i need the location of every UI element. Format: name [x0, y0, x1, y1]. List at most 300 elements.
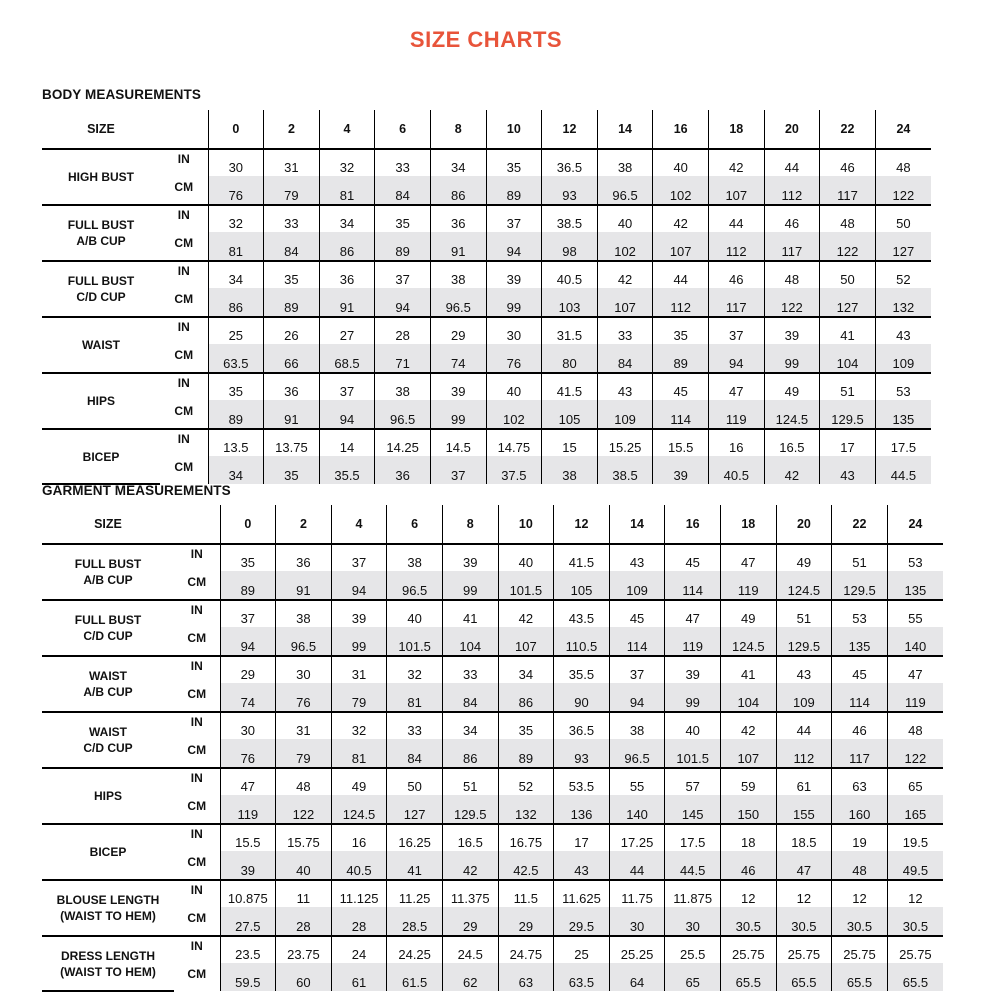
measurement-row-in: [42, 205, 931, 232]
measurement-label: [42, 205, 160, 261]
table-cell: 18.5: [776, 824, 832, 851]
table-cell: 43: [554, 851, 610, 880]
table-cell: 28: [331, 907, 387, 936]
table-cell: 43: [776, 656, 832, 683]
table-cell: 17: [820, 429, 876, 456]
measurement-label-line: WAIST: [89, 669, 127, 683]
table-cell: 35: [498, 712, 554, 739]
table-cell: 30: [276, 656, 332, 683]
measurement-label-line: C/D CUP: [76, 290, 126, 304]
table-cell: 79: [264, 176, 320, 205]
table-cell: 76: [486, 344, 542, 373]
table-cell: 65: [665, 963, 721, 991]
measurement-label: [42, 600, 174, 656]
table-cell: 117: [820, 176, 876, 205]
measurement-row-cm: [42, 963, 943, 991]
table-cell: 47: [665, 600, 721, 627]
measurement-row-in: [42, 149, 931, 176]
table-cell: 49: [776, 544, 832, 571]
unit-label-in: IN: [177, 432, 190, 446]
table-cell: 38: [375, 373, 431, 400]
table-cell: 43: [597, 373, 653, 400]
table-cell: 11.125: [331, 880, 387, 907]
table-cell: 110.5: [554, 627, 610, 656]
table-cell: 76: [276, 683, 332, 712]
table-cell: 74: [430, 344, 486, 373]
measurement-row-in: [42, 656, 943, 683]
table-cell: 63: [498, 963, 554, 991]
table-cell: 40: [276, 851, 332, 880]
size-column-header: 14: [597, 110, 653, 149]
table-cell: 117: [764, 232, 820, 261]
table-cell: 74: [220, 683, 276, 712]
measurement-label-line: FULL BUST: [74, 557, 142, 571]
table-cell: 42: [498, 600, 554, 627]
table-cell: 16: [708, 429, 764, 456]
table-cell: 47: [708, 373, 764, 400]
unit-label-in: IN: [190, 883, 203, 897]
table-cell: 91: [430, 232, 486, 261]
table-cell: 13.75: [264, 429, 320, 456]
table-cell: 99: [764, 344, 820, 373]
table-cell: 89: [486, 176, 542, 205]
table-cell: 12: [776, 880, 832, 907]
table-cell: 61: [776, 768, 832, 795]
size-column-header: 20: [776, 505, 832, 544]
table-cell: 39: [430, 373, 486, 400]
table-cell: 127: [875, 232, 931, 261]
table-cell: 46: [820, 149, 876, 176]
measurement-label: [42, 373, 160, 429]
table-cell: 25.75: [887, 936, 943, 963]
table-cell: 160: [832, 795, 888, 824]
table-cell: 48: [276, 768, 332, 795]
table-cell: 140: [887, 627, 943, 656]
table-cell: 42.5: [498, 851, 554, 880]
table-cell: 119: [220, 795, 276, 824]
table-cell: 15: [542, 429, 598, 456]
table-cell: 32: [331, 712, 387, 739]
table-cell: 30: [609, 907, 665, 936]
size-column-header: 18: [708, 110, 764, 149]
measurement-row-in: [42, 544, 943, 571]
size-column-header: 18: [720, 505, 776, 544]
measurement-row-in: [42, 429, 931, 456]
table-cell: 65.5: [832, 963, 888, 991]
table-cell: 135: [832, 627, 888, 656]
table-cell: 71: [375, 344, 431, 373]
table-cell: 24: [331, 936, 387, 963]
table-cell: 27.5: [220, 907, 276, 936]
unit-label-cm: CM: [187, 967, 207, 981]
table-cell: 39: [486, 261, 542, 288]
table-cell: 89: [653, 344, 709, 373]
unit-label-cm: CM: [160, 400, 208, 429]
size-column-header: 6: [387, 505, 443, 544]
size-column-header: 2: [264, 110, 320, 149]
table-cell: 37: [375, 261, 431, 288]
table-cell: 91: [276, 571, 332, 600]
table-cell: 33: [597, 317, 653, 344]
table-cell: 99: [486, 288, 542, 317]
table-cell: 40: [597, 205, 653, 232]
size-column-header: 16: [665, 505, 721, 544]
size-column-header: 0: [208, 110, 264, 149]
table-cell: 30: [486, 317, 542, 344]
table-cell: 129.5: [776, 627, 832, 656]
measurement-label: [42, 149, 160, 205]
unit-header-blank: [160, 110, 208, 149]
table-cell: 132: [498, 795, 554, 824]
table-cell: 122: [887, 739, 943, 768]
table-cell: 30.5: [776, 907, 832, 936]
size-header-row: [42, 505, 943, 544]
table-cell: 86: [430, 176, 486, 205]
table-cell: 99: [442, 571, 498, 600]
table-cell: 17: [554, 824, 610, 851]
table-cell: 60: [276, 963, 332, 991]
table-cell: 63.5: [554, 963, 610, 991]
table-cell: 43.5: [554, 600, 610, 627]
table-cell: 35.5: [319, 456, 375, 484]
table-cell: 51: [832, 544, 888, 571]
table-cell: 122: [276, 795, 332, 824]
table-cell: 136: [554, 795, 610, 824]
table-cell: 11.25: [387, 880, 443, 907]
table-cell: 44: [776, 712, 832, 739]
table-cell: 42: [597, 261, 653, 288]
table-cell: 17.5: [875, 429, 931, 456]
measurement-row-in: [42, 712, 943, 739]
table-cell: 89: [264, 288, 320, 317]
size-column-header: 10: [498, 505, 554, 544]
table-cell: 43: [609, 544, 665, 571]
table-cell: 47: [220, 768, 276, 795]
size-column-header: 6: [375, 110, 431, 149]
table-cell: 122: [820, 232, 876, 261]
table-cell: 42: [442, 851, 498, 880]
table-cell: 32: [319, 149, 375, 176]
table-cell: 28.5: [387, 907, 443, 936]
unit-label-in: IN: [190, 771, 203, 785]
table-cell: 36.5: [542, 149, 598, 176]
table-cell: 124.5: [764, 400, 820, 429]
table-cell: 51: [442, 768, 498, 795]
table-cell: 15.5: [653, 429, 709, 456]
table-cell: 35: [375, 205, 431, 232]
table-cell: 38: [387, 544, 443, 571]
table-cell: 93: [554, 739, 610, 768]
table-cell: 47: [776, 851, 832, 880]
measurement-label-line: BICEP: [89, 845, 127, 859]
table-cell: 31.5: [542, 317, 598, 344]
table-cell: 31: [264, 149, 320, 176]
size-column-header: 8: [442, 505, 498, 544]
table-cell: 89: [498, 739, 554, 768]
table-cell: 42: [653, 205, 709, 232]
measurement-label-line: HIPS: [86, 394, 115, 408]
measurement-label: [42, 317, 160, 373]
table-cell: 11.625: [554, 880, 610, 907]
table-cell: 14: [319, 429, 375, 456]
table-cell: 17.5: [665, 824, 721, 851]
table-cell: 40.5: [708, 456, 764, 484]
unit-label-cm: CM: [174, 739, 220, 768]
size-column-header: 24: [875, 110, 931, 149]
table-cell: 65.5: [720, 963, 776, 991]
table-cell: 25.25: [609, 936, 665, 963]
size-column-header: 0: [220, 505, 276, 544]
table-cell: 39: [653, 456, 709, 484]
table-cell: 124.5: [720, 627, 776, 656]
body-measurements-title: BODY MEASUREMENTS: [42, 87, 201, 102]
unit-label-cm: CM: [174, 851, 220, 880]
table-cell: 89: [220, 571, 276, 600]
table-cell: 42: [708, 149, 764, 176]
table-cell: 49: [331, 768, 387, 795]
measurement-label-line: WAIST: [82, 338, 120, 352]
table-cell: 107: [597, 288, 653, 317]
table-cell: 33: [375, 149, 431, 176]
measurement-label-line: A/B CUP: [76, 234, 126, 248]
table-cell: 96.5: [609, 739, 665, 768]
table-cell: 91: [319, 288, 375, 317]
table-cell: 29: [430, 317, 486, 344]
table-cell: 15.5: [220, 824, 276, 851]
table-cell: 79: [331, 683, 387, 712]
table-cell: 27: [319, 317, 375, 344]
garment-measurements-title: GARMENT MEASUREMENTS: [42, 483, 231, 498]
table-cell: 94: [331, 571, 387, 600]
table-cell: 55: [609, 768, 665, 795]
table-cell: 14.75: [486, 429, 542, 456]
table-cell: 81: [331, 739, 387, 768]
table-cell: 45: [832, 656, 888, 683]
table-cell: 124.5: [776, 571, 832, 600]
table-cell: 13.5: [208, 429, 264, 456]
table-cell: 25.5: [665, 936, 721, 963]
table-cell: 25.75: [832, 936, 888, 963]
table-cell: 107: [653, 232, 709, 261]
measurement-label-line: BLOUSE LENGTH: [56, 893, 160, 907]
table-cell: 41: [720, 656, 776, 683]
table-cell: 104: [442, 627, 498, 656]
table-cell: 135: [875, 400, 931, 429]
measurement-row-cm: [42, 400, 931, 429]
table-cell: 96.5: [430, 288, 486, 317]
table-cell: 86: [208, 288, 264, 317]
measurement-label: [42, 429, 160, 484]
measurement-row-cm: [42, 344, 931, 373]
table-cell: 105: [554, 571, 610, 600]
table-cell: 107: [708, 176, 764, 205]
table-cell: 35: [486, 149, 542, 176]
measurement-row-in: [42, 317, 931, 344]
table-cell: 40: [486, 373, 542, 400]
table-cell: 98: [542, 232, 598, 261]
table-cell: 65.5: [887, 963, 943, 991]
table-cell: 155: [776, 795, 832, 824]
measurement-label: [42, 712, 174, 768]
measurement-label-line: BICEP: [82, 449, 120, 464]
table-cell: 39: [442, 544, 498, 571]
size-header-label: SIZE: [42, 505, 174, 544]
measurement-label-line: (WAIST TO HEM): [60, 909, 156, 923]
measurement-row-cm: [42, 288, 931, 317]
table-cell: 105: [542, 400, 598, 429]
table-cell: 51: [820, 373, 876, 400]
measurement-row-cm: [42, 907, 943, 936]
table-cell: 90: [554, 683, 610, 712]
table-cell: 36: [375, 456, 431, 484]
measurement-label-line: FULL BUST: [74, 613, 142, 627]
unit-label-in: IN: [177, 152, 190, 166]
unit-label-in: IN: [190, 939, 203, 953]
table-cell: 32: [208, 205, 264, 232]
table-cell: 94: [319, 400, 375, 429]
unit-label-cm: CM: [160, 344, 208, 373]
measurement-row-in: [42, 768, 943, 795]
table-cell: 114: [609, 627, 665, 656]
table-cell: 102: [597, 232, 653, 261]
measurement-label-line: A/B CUP: [83, 685, 133, 699]
table-cell: 46: [720, 851, 776, 880]
table-cell: 34: [319, 205, 375, 232]
table-cell: 44: [653, 261, 709, 288]
table-cell: 37: [708, 317, 764, 344]
table-cell: 37: [430, 456, 486, 484]
table-cell: 114: [665, 571, 721, 600]
table-cell: 84: [264, 232, 320, 261]
table-cell: 94: [375, 288, 431, 317]
table-cell: 25.75: [776, 936, 832, 963]
unit-label-in: IN: [190, 659, 203, 673]
table-cell: 49.5: [887, 851, 943, 880]
size-column-header: 4: [331, 505, 387, 544]
table-cell: 76: [220, 739, 276, 768]
table-cell: 145: [665, 795, 721, 824]
table-cell: 86: [319, 232, 375, 261]
table-cell: 96.5: [375, 400, 431, 429]
table-cell: 38: [430, 261, 486, 288]
page-title: SIZE CHARTS: [409, 27, 563, 52]
unit-label-cm: CM: [174, 571, 220, 600]
table-cell: 122: [764, 288, 820, 317]
table-cell: 48: [764, 261, 820, 288]
size-column-header: 14: [609, 505, 665, 544]
table-cell: 53.5: [554, 768, 610, 795]
table-cell: 79: [276, 739, 332, 768]
table-cell: 47: [720, 544, 776, 571]
table-cell: 31: [276, 712, 332, 739]
table-cell: 102: [486, 400, 542, 429]
measurement-row-cm: [42, 571, 943, 600]
table-cell: 45: [665, 544, 721, 571]
measurement-label: [42, 824, 174, 880]
table-cell: 16.5: [442, 824, 498, 851]
unit-label-cm: CM: [160, 176, 208, 205]
table-cell: 34: [498, 656, 554, 683]
table-cell: 101.5: [665, 739, 721, 768]
size-column-header: 12: [554, 505, 610, 544]
table-cell: 61: [331, 963, 387, 991]
table-cell: 112: [776, 739, 832, 768]
table-cell: 80: [542, 344, 598, 373]
table-cell: 36.5: [554, 712, 610, 739]
table-cell: 55: [887, 600, 943, 627]
table-cell: 33: [387, 712, 443, 739]
measurement-label: [42, 768, 174, 824]
table-cell: 96.5: [276, 627, 332, 656]
table-cell: 52: [875, 261, 931, 288]
table-cell: 114: [832, 683, 888, 712]
table-cell: 99: [430, 400, 486, 429]
table-cell: 44.5: [875, 456, 931, 484]
table-cell: 129.5: [832, 571, 888, 600]
measurement-label-line: HIPS: [93, 789, 122, 803]
table-cell: 53: [887, 544, 943, 571]
table-cell: 129.5: [442, 795, 498, 824]
size-column-header: 22: [832, 505, 888, 544]
table-cell: 29: [220, 656, 276, 683]
unit-label-in: IN: [177, 208, 190, 222]
table-cell: 35: [653, 317, 709, 344]
table-cell: 112: [708, 232, 764, 261]
table-cell: 50: [875, 205, 931, 232]
table-cell: 41: [387, 851, 443, 880]
table-cell: 15.75: [276, 824, 332, 851]
table-cell: 11.375: [442, 880, 498, 907]
table-cell: 25.75: [720, 936, 776, 963]
table-cell: 104: [720, 683, 776, 712]
table-cell: 107: [498, 627, 554, 656]
table-cell: 39: [331, 600, 387, 627]
table-cell: 64: [609, 963, 665, 991]
table-cell: 37: [486, 205, 542, 232]
size-column-header: 12: [542, 110, 598, 149]
table-cell: 44: [708, 205, 764, 232]
table-cell: 16.25: [387, 824, 443, 851]
table-cell: 165: [887, 795, 943, 824]
table-cell: 42: [720, 712, 776, 739]
measurement-row-in: [42, 936, 943, 963]
table-cell: 29.5: [554, 907, 610, 936]
measurement-label-line: FULL BUST: [67, 274, 135, 288]
size-column-header: 8: [430, 110, 486, 149]
table-cell: 96.5: [597, 176, 653, 205]
table-cell: 51: [776, 600, 832, 627]
table-cell: 36: [430, 205, 486, 232]
measurement-row-cm: [42, 232, 931, 261]
unit-label-cm: CM: [174, 907, 220, 936]
table-cell: 30.5: [832, 907, 888, 936]
table-cell: 59: [720, 768, 776, 795]
table-cell: 89: [208, 400, 264, 429]
unit-label-in: IN: [190, 547, 203, 561]
table-cell: 30.5: [887, 907, 943, 936]
table-cell: 41: [442, 600, 498, 627]
table-cell: 50: [387, 768, 443, 795]
table-cell: 46: [708, 261, 764, 288]
table-cell: 35: [220, 544, 276, 571]
table-cell: 49: [720, 600, 776, 627]
table-cell: 17.25: [609, 824, 665, 851]
measurement-row-in: [42, 880, 943, 907]
table-cell: 48: [875, 149, 931, 176]
measurement-label: [42, 261, 160, 317]
table-cell: 109: [875, 344, 931, 373]
table-cell: 46: [764, 205, 820, 232]
